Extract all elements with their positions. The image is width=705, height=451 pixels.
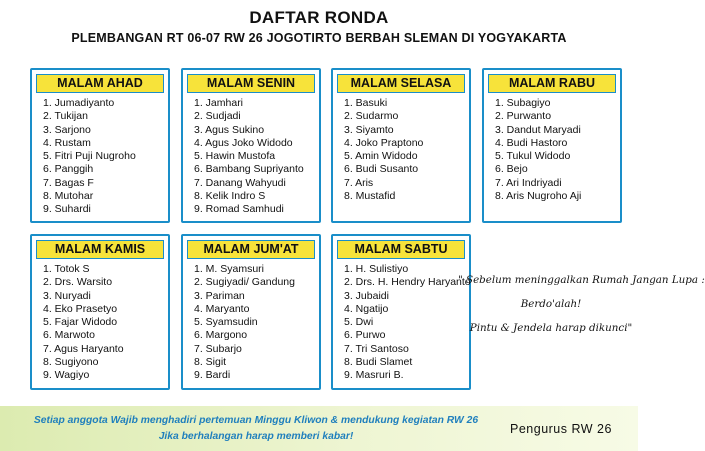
member-item: 1. Jumadiyanto	[43, 97, 115, 109]
member-item: 9. Masruri B.	[344, 369, 404, 382]
member-item: 3. Jubaidi	[344, 289, 389, 302]
member-item: 1. Totok S	[43, 263, 90, 275]
footer-line: Setiap anggota Wajib menghadiri pertemuan Minggu Kliwon & mendukung kegiatan RW 26	[33, 415, 479, 426]
member-item: 1. H. Sulistiyo	[344, 263, 409, 275]
day-header: MALAM RABU	[488, 74, 616, 93]
member-item: 9. Bardi	[194, 369, 231, 382]
member-item: 3. Agus Sukino	[194, 123, 265, 136]
member-item: 7. Danang Wahyudi	[194, 176, 286, 189]
member-item: 2. Tukijan	[43, 110, 88, 123]
member-list	[495, 97, 618, 203]
schedule-card-senin	[181, 68, 321, 223]
page-subtitle: PLEMBANGAN RT 06-07 RW 26 JOGOTIRTO BERBAH SLEMAN DI YOGYAKARTA	[71, 31, 567, 45]
member-item: 5. Fitri Puji Nugroho	[43, 150, 136, 163]
member-item: 8. Budi Slamet	[344, 356, 413, 369]
member-item: 4. Rustam	[43, 136, 91, 149]
day-header: MALAM JUM'AT	[187, 240, 315, 259]
member-item: 1. Jamhari	[194, 97, 244, 109]
schedule-card-kamis	[30, 234, 170, 390]
member-item: 2. Drs. H. Hendry Haryanto	[344, 276, 471, 289]
member-item: 1. Basuki	[344, 97, 388, 109]
member-item: 3. Sarjono	[43, 123, 91, 136]
page-title: DAFTAR RONDA	[249, 8, 389, 27]
member-item: 7. Aris	[344, 176, 374, 189]
member-item: 3. Siyamto	[344, 123, 394, 136]
schedule-card-selasa	[331, 68, 471, 223]
schedule-card-ahad	[30, 68, 170, 223]
reminder-line: Berdo'alah!	[520, 298, 582, 310]
member-item: 4. Budi Hastoro	[495, 136, 568, 149]
member-item: 5. Tukul Widodo	[495, 150, 571, 163]
member-item: 4. Joko Praptono	[344, 136, 424, 149]
member-item: 8. Mustafid	[344, 190, 396, 203]
member-item: 8. Sugiyono	[43, 356, 99, 369]
member-list	[344, 263, 471, 383]
member-item: 2. Sugiyadi/ Gandung	[194, 276, 295, 289]
reminder-line: " Sebelum meninggalkan Rumah Jangan Lupa :	[458, 274, 705, 286]
member-item: 5. Amin Widodo	[344, 150, 418, 163]
member-item: 9. Suhardi	[43, 203, 91, 216]
member-item: 4. Agus Joko Widodo	[194, 136, 293, 149]
member-item: 6. Marwoto	[43, 329, 95, 342]
member-list	[344, 97, 467, 203]
member-item: 4. Maryanto	[194, 302, 250, 315]
member-item: 2. Sudarmo	[344, 110, 399, 123]
day-header: MALAM SABTU	[337, 240, 465, 259]
member-item: 6. Bambang Supriyanto	[194, 163, 304, 176]
member-item: 8. Aris Nugroho Aji	[495, 190, 582, 203]
member-item: 5. Syamsudin	[194, 316, 258, 329]
member-item: 9. Romad Samhudi	[194, 203, 284, 216]
reminder-line: Pintu & Jendela harap dikunci"	[469, 322, 633, 334]
reminder-note	[458, 268, 705, 340]
member-item: 7. Tri Santoso	[344, 342, 409, 355]
member-item: 1. M. Syamsuri	[194, 263, 265, 275]
member-item: 6. Bejo	[495, 163, 528, 176]
schedule-card-rabu	[482, 68, 622, 223]
member-item: 5. Hawin Mustofa	[194, 150, 276, 163]
member-item: 5. Dwi	[344, 316, 374, 329]
member-item: 6. Purwo	[344, 329, 386, 342]
footer-line: Jika berhalangan harap memberi kabar!	[158, 431, 354, 442]
member-item: 2. Purwanto	[495, 110, 552, 123]
footer-notice	[6, 413, 506, 445]
footer-signature: Pengurus RW 26	[510, 422, 612, 436]
member-item: 4. Ngatijo	[344, 302, 389, 315]
member-item: 6. Budi Susanto	[344, 163, 419, 176]
member-item: 3. Pariman	[194, 289, 245, 302]
member-item: 2. Drs. Warsito	[43, 276, 113, 289]
member-item: 5. Fajar Widodo	[43, 316, 118, 329]
member-item: 7. Bagas F	[43, 176, 94, 189]
member-item: 3. Dandut Maryadi	[495, 123, 581, 136]
member-item: 2. Sudjadi	[194, 110, 241, 123]
member-item: 1. Subagiyo	[495, 97, 551, 109]
member-item: 6. Panggih	[43, 163, 94, 176]
day-header: MALAM SENIN	[187, 74, 315, 93]
member-item: 4. Eko Prasetyo	[43, 302, 118, 315]
footer-banner	[0, 406, 638, 451]
member-list	[194, 263, 317, 383]
schedule-card-jumat	[181, 234, 321, 390]
member-list	[43, 97, 166, 217]
member-item: 3. Nuryadi	[43, 289, 91, 302]
member-item: 8. Sigit	[194, 356, 227, 369]
member-list	[43, 263, 166, 383]
member-item: 7. Agus Haryanto	[43, 342, 124, 355]
member-item: 7. Ari Indriyadi	[495, 176, 562, 189]
schedule-card-sabtu	[331, 234, 471, 390]
member-item: 8. Mutohar	[43, 190, 94, 203]
member-item: 8. Kelik Indro S	[194, 190, 266, 203]
day-header: MALAM KAMIS	[36, 240, 164, 259]
day-header: MALAM AHAD	[36, 74, 164, 93]
member-list	[194, 97, 317, 217]
member-item: 9. Wagiyo	[43, 369, 90, 382]
member-item: 6. Margono	[194, 329, 248, 342]
member-item: 7. Subarjo	[194, 342, 242, 355]
day-header: MALAM SELASA	[337, 74, 465, 93]
